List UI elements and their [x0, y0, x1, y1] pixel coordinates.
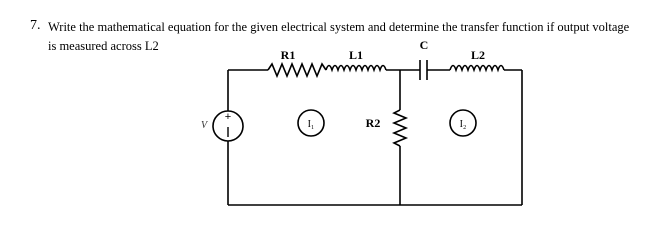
question-number: 7.	[30, 18, 41, 33]
label-r1: R1	[280, 48, 296, 62]
question-line-1: Write the mathematical equation for the given electrical system and determine the transfer function if output voltage	[48, 20, 630, 34]
mesh-current-1-label: I₁	[307, 119, 315, 130]
inductor-l1	[326, 66, 386, 71]
resistor-r1	[268, 64, 326, 76]
mesh-current-2-label: I₂	[459, 119, 467, 130]
source-label: V	[201, 120, 208, 131]
label-c: C	[419, 38, 429, 52]
resistor-r2	[394, 110, 406, 146]
label-l1: L1	[348, 48, 364, 62]
question-line-2: is measured across L2	[48, 39, 159, 53]
voltage-source-plus: +	[224, 111, 232, 123]
inductor-l2	[450, 66, 504, 71]
label-l2: L2	[470, 48, 486, 62]
label-r2: R2	[365, 116, 381, 130]
